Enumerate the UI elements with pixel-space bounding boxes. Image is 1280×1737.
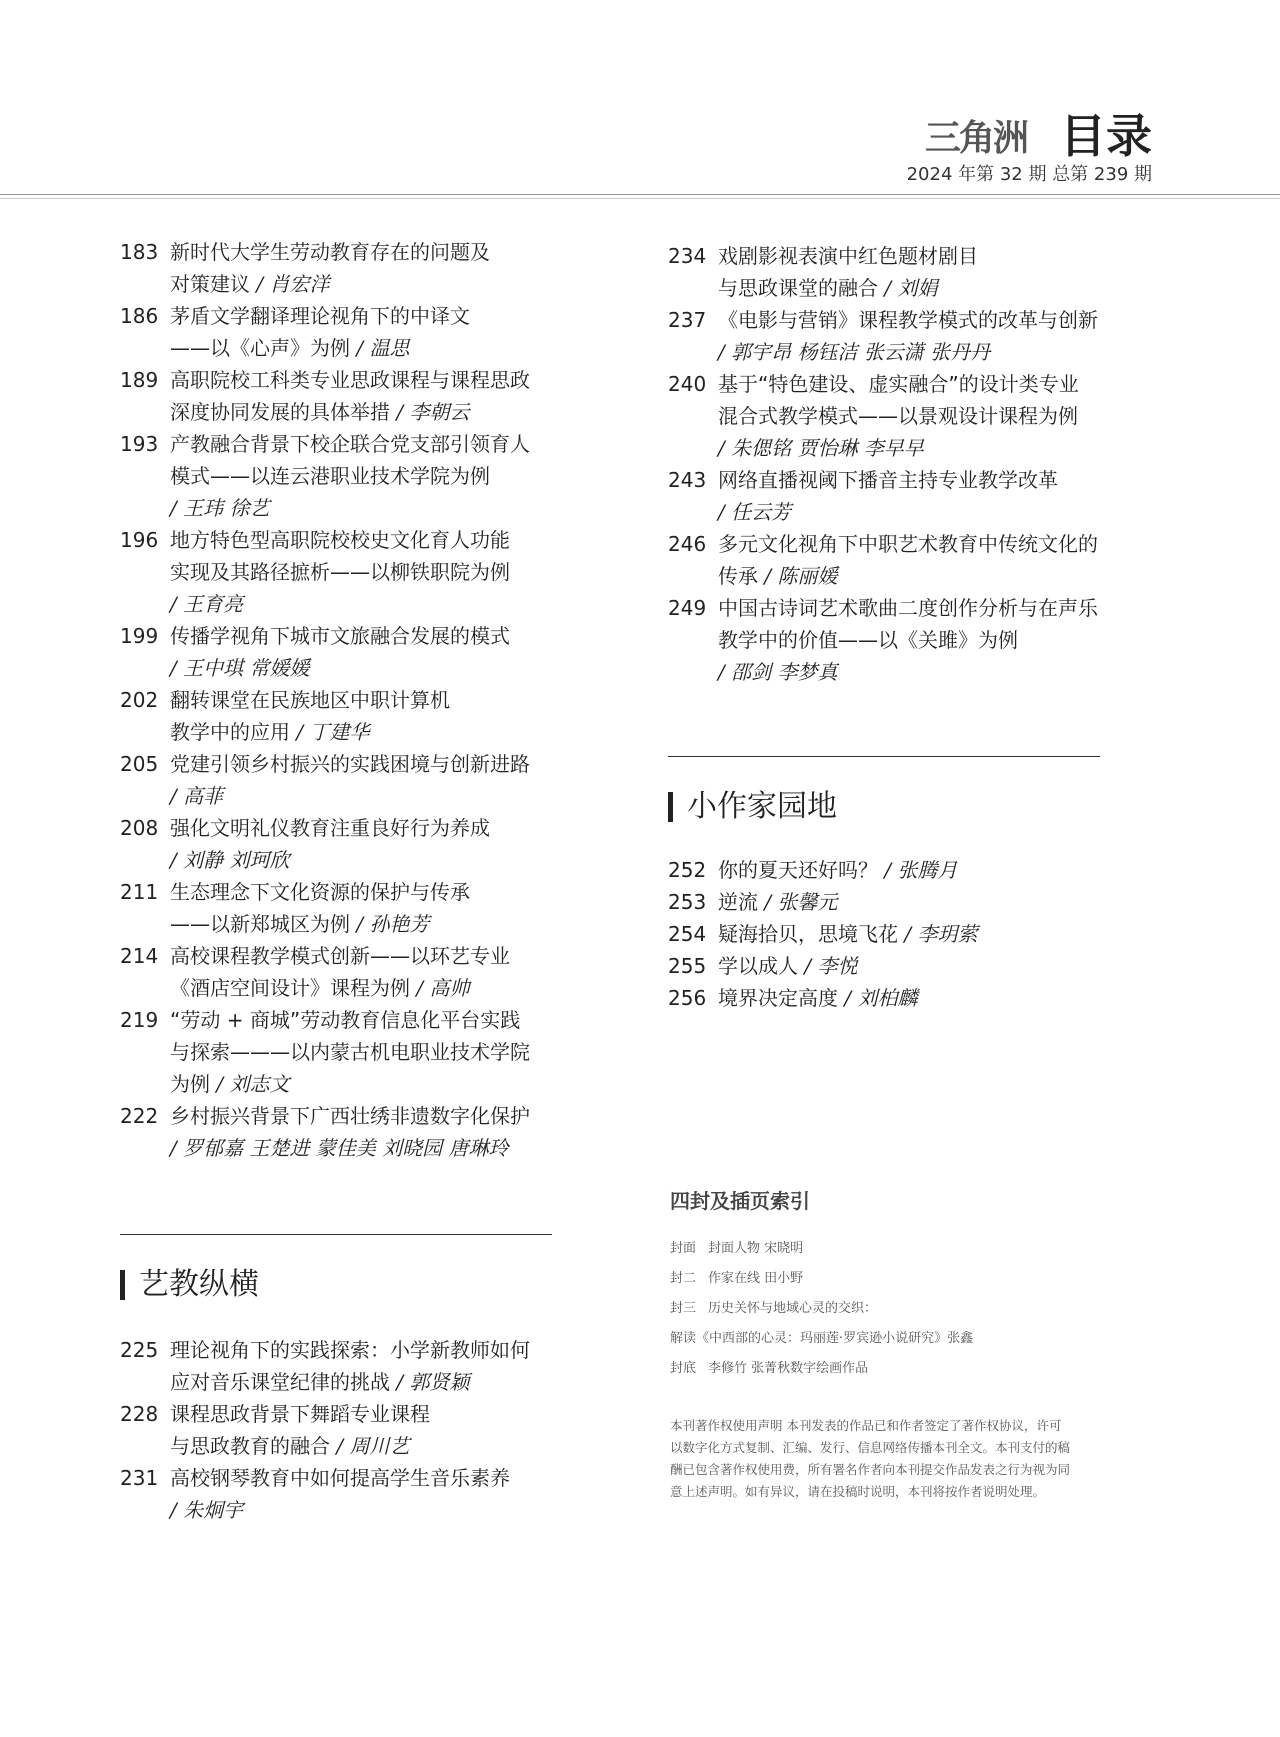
toc-entry-text <box>718 950 1138 982</box>
toc-title-line: 模式——以连云港职业技术学院为例 <box>170 464 490 488</box>
cover-index-label: 封面 <box>670 1241 697 1256</box>
toc-author: / 刘柏麟 <box>844 986 918 1010</box>
toc-entry <box>120 364 570 428</box>
toc-title-text: ——以《心声》为例 <box>170 336 357 360</box>
toc-page-number: 205 <box>120 752 159 776</box>
toc-entry-text <box>170 876 570 940</box>
toc-author: / 王中琪 常媛媛 <box>170 656 310 680</box>
toc-entry <box>120 428 570 524</box>
toc-author: / 孙艳芳 <box>356 912 430 936</box>
toc-page-number: 254 <box>668 922 707 946</box>
toc-title-line: 高校课程教学模式创新——以环艺专业 <box>170 944 510 968</box>
toc-title-line <box>718 496 1138 528</box>
cover-index-label: 封底 <box>670 1361 697 1376</box>
cover-index-text: 解读《中西部的心灵：玛丽莲·罗宾逊小说研究》张鑫 <box>670 1331 974 1346</box>
toc-entry-text <box>170 1462 570 1526</box>
toc-author: / 郭贤颖 <box>396 1370 470 1394</box>
toc-entry <box>120 1398 570 1462</box>
toc-entry-text <box>170 428 570 524</box>
section-divider-xiaozuojia <box>668 756 1100 757</box>
toc-entry <box>120 1100 570 1164</box>
toc-title-text: 传承 <box>718 564 765 588</box>
toc-title-line <box>170 588 570 620</box>
toc-title-text: 应对音乐课堂纪律的挑战 <box>170 1370 397 1394</box>
toc-page-number: 255 <box>668 954 707 978</box>
toc-title-line <box>718 560 1138 592</box>
toc-title-line <box>718 272 1138 304</box>
toc-title-text: 深度协同发展的具体举措 <box>170 400 397 424</box>
toc-entry <box>668 528 1138 592</box>
toc-title-line: 强化文明礼仪教育注重良好行为养成 <box>170 816 490 840</box>
toc-entry <box>120 876 570 940</box>
toc-title-line <box>170 396 570 428</box>
toc-title-line <box>170 716 570 748</box>
cover-index-text: 李修竹 张菁秋数字绘画作品 <box>708 1361 869 1376</box>
toc-title-line: 课程思政背景下舞蹈专业课程 <box>170 1402 430 1426</box>
toc-page-number: 240 <box>668 372 707 396</box>
toc-entry-text <box>718 886 1138 918</box>
toc-title-text: 教学中的应用 <box>170 720 297 744</box>
toc-entry-text <box>718 528 1138 592</box>
toc-author: / 王育亮 <box>170 592 244 616</box>
toc-entry-text <box>718 854 1138 886</box>
toc-entry-text <box>718 368 1138 464</box>
toc-author: / 朱偲铭 贾怡琳 李早早 <box>718 436 924 460</box>
yijiao-entries <box>120 1334 570 1526</box>
toc-entry <box>120 1462 570 1526</box>
toc-title-line <box>170 1494 570 1526</box>
toc-title-text: 境界决定高度 <box>718 986 845 1010</box>
toc-page-number: 225 <box>120 1338 159 1362</box>
toc-title-line: 地方特色型高职院校校史文化育人功能 <box>170 528 510 552</box>
toc-page-number: 249 <box>668 596 707 620</box>
toc-title-line: 翻转课堂在民族地区中职计算机 <box>170 688 450 712</box>
toc-title-line <box>718 432 1138 464</box>
toc-title-line: 高职院校工科类专业思政课程与课程思政 <box>170 368 530 392</box>
toc-page-number: 252 <box>668 858 707 882</box>
cover-index-text: 作家在线 田小野 <box>708 1271 804 1286</box>
toc-page-number: 228 <box>120 1402 159 1426</box>
toc-page-number: 193 <box>120 432 159 456</box>
toc-entry-text <box>170 236 570 300</box>
toc-entry <box>120 940 570 1004</box>
toc-page-number: 211 <box>120 880 159 904</box>
toc-page-number: 219 <box>120 1008 159 1032</box>
toc-page-number: 253 <box>668 890 707 914</box>
cover-index-row <box>670 1238 973 1268</box>
toc-title-text: ——以新郑城区为例 <box>170 912 357 936</box>
toc-author: / 刘志文 <box>216 1072 290 1096</box>
toc-author: / 郭宇昂 杨钰洁 张云潇 张丹丹 <box>718 340 991 364</box>
toc-author: / 张腾月 <box>884 858 958 882</box>
toc-entry <box>120 748 570 812</box>
section-heading-yijiao: 艺教纵横 <box>120 1270 259 1300</box>
toc-author: / 陈丽媛 <box>764 564 838 588</box>
toc-entry <box>668 304 1138 368</box>
toc-author: / 邵剑 李梦真 <box>718 660 838 684</box>
toc-title-text: 疑海拾贝，思境飞花 <box>718 922 905 946</box>
toc-title-line <box>170 780 570 812</box>
toc-entry-text <box>718 240 1138 304</box>
toc-entry <box>120 1334 570 1398</box>
toc-title-line: 生态理念下文化资源的保护与传承 <box>170 880 470 904</box>
toc-author: / 温思 <box>356 336 410 360</box>
toc-title-line <box>170 268 570 300</box>
toc-title-line: 教学中的价值——以《关雎》为例 <box>718 628 1018 652</box>
toc-page-number: 208 <box>120 816 159 840</box>
toc-title-text: 逆流 <box>718 890 765 914</box>
toc-title-line: 混合式教学模式——以景观设计课程为例 <box>718 404 1078 428</box>
toc-entry-text <box>718 592 1138 688</box>
toc-page-number: 183 <box>120 240 159 264</box>
xiaozuojia-entries <box>668 854 1138 1014</box>
toc-title-line: 多元文化视角下中职艺术教育中传统文化的 <box>718 532 1098 556</box>
header-divider <box>0 194 1280 195</box>
toc-author: / 高帅 <box>416 976 470 1000</box>
toc-title-line <box>718 886 1138 918</box>
toc-title-line: 新时代大学生劳动教育存在的问题及 <box>170 240 490 264</box>
toc-title-text: 对策建议 <box>170 272 257 296</box>
cover-index-row <box>670 1298 973 1328</box>
toc-author: / 朱炯宇 <box>170 1498 244 1522</box>
toc-title-line: “劳动 + 商城”劳动教育信息化平台实践 <box>170 1008 521 1032</box>
toc-entry-text <box>718 304 1138 368</box>
toc-entry-text <box>718 982 1138 1014</box>
toc-title-text: 为例 <box>170 1072 217 1096</box>
toc-title-line: 产教融合背景下校企联合党支部引领育人 <box>170 432 530 456</box>
toc-entry-text <box>170 300 570 364</box>
toc-title-line: 乡村振兴背景下广西壮绣非遗数字化保护 <box>170 1104 530 1128</box>
toc-page-number: 243 <box>668 468 707 492</box>
section-heading-xiaozuojia: 小作家园地 <box>668 792 837 822</box>
toc-entry-text <box>170 364 570 428</box>
toc-entry <box>120 1004 570 1100</box>
toc-entry <box>668 854 1138 886</box>
toc-title-line <box>718 656 1138 688</box>
toc-entry-text <box>170 940 570 1004</box>
toc-entry <box>120 236 570 300</box>
toc-title-line: 实现及其路径摭析——以柳铁职院为例 <box>170 560 510 584</box>
toc-title-line <box>718 918 1138 950</box>
toc-title-line <box>718 336 1138 368</box>
toc-page-number: 237 <box>668 308 707 332</box>
toc-title-line <box>170 492 570 524</box>
toc-entry-text <box>170 748 570 812</box>
toc-title-line: 《电影与营销》课程教学模式的改革与创新 <box>718 308 1098 332</box>
toc-author: / 任云芳 <box>718 500 792 524</box>
toc-title-line <box>170 972 570 1004</box>
toc-title-text: 学以成人 <box>718 954 805 978</box>
toc-entry-text <box>170 620 570 684</box>
toc-author: / 李朝云 <box>396 400 470 424</box>
toc-title-line: 中国古诗词艺术歌曲二度创作分析与在声乐 <box>718 596 1098 620</box>
section-divider-yijiao <box>120 1234 552 1235</box>
toc-entry-text <box>718 464 1138 528</box>
toc-author: / 高菲 <box>170 784 224 808</box>
toc-title-text: 与思政教育的融合 <box>170 1434 337 1458</box>
toc-title-line <box>170 1068 570 1100</box>
toc-entry-text <box>170 1398 570 1462</box>
toc-entry <box>120 812 570 876</box>
cover-index-label: 封三 <box>670 1301 697 1316</box>
toc-title-line: 基于“特色建设、虚实融合”的设计类专业 <box>718 372 1079 396</box>
toc-page-number: 189 <box>120 368 159 392</box>
toc-title-line <box>170 1366 570 1398</box>
toc-title-line: 理论视角下的实践探索：小学新教师如何 <box>170 1338 530 1362</box>
toc-author: / 王玮 徐艺 <box>170 496 270 520</box>
cover-index-row <box>670 1268 973 1298</box>
toc-title-line: 党建引领乡村振兴的实践困境与创新进路 <box>170 752 530 776</box>
toc-title-text: 你的夏天还好吗？ <box>718 858 885 882</box>
toc-author: / 肖宏洋 <box>256 272 330 296</box>
copyright-notice: 本刊著作权使用声明 本刊发表的作品已和作者签定了著作权协议，许可以数字化方式复制、汇编、发行、信息网络传播本刊全文。本刊支付的稿酬已包含著作权使用费，所有署名作者向本刊提交作品发表之行为视为同意上述声明。如有异议，请在投稿时说明，本刊将按作者说明处理。 <box>670 1418 1071 1499</box>
toc-author: / 周川艺 <box>336 1434 410 1458</box>
cover-index-text: 历史关怀与地域心灵的交织： <box>708 1301 878 1316</box>
toc-author: / 罗郁嘉 王楚进 蒙佳美 刘晓园 唐琳玲 <box>170 1136 509 1160</box>
toc-title-line <box>718 854 1138 886</box>
toc-page-number: 199 <box>120 624 159 648</box>
toc-author: / 李玥萦 <box>904 922 978 946</box>
toc-entry <box>120 684 570 748</box>
toc-title-line: 茅盾文学翻译理论视角下的中译文 <box>170 304 470 328</box>
toc-title-line: 与探索———以内蒙古机电职业技术学院 <box>170 1040 530 1064</box>
page-title: 目录 <box>1060 109 1152 163</box>
toc-entry <box>668 240 1138 304</box>
toc-entry-text <box>170 1004 570 1100</box>
toc-page-number: 202 <box>120 688 159 712</box>
toc-entry <box>668 918 1138 950</box>
toc-page-number: 186 <box>120 304 159 328</box>
cover-index-label: 封二 <box>670 1271 697 1286</box>
toc-entry-text <box>170 684 570 748</box>
toc-page-number: 196 <box>120 528 159 552</box>
toc-entry <box>668 950 1138 982</box>
issue-number: 2024 年第 32 期 总第 239 期 <box>906 164 1152 185</box>
cover-index-text: 封面人物 宋晓明 <box>708 1241 804 1256</box>
toc-entry-text <box>718 918 1138 950</box>
toc-page-number: 222 <box>120 1104 159 1128</box>
toc-title-line: 传播学视角下城市文旅融合发展的模式 <box>170 624 510 648</box>
toc-author: / 张馨元 <box>764 890 838 914</box>
header-divider-secondary <box>0 198 1280 199</box>
journal-logo: 三角洲 <box>925 118 1028 159</box>
toc-entry <box>120 620 570 684</box>
toc-title-line: 戏剧影视表演中红色题材剧目 <box>718 244 978 268</box>
toc-title-line <box>170 908 570 940</box>
toc-page-number: 256 <box>668 986 707 1010</box>
toc-entry-text <box>170 1334 570 1398</box>
toc-author: / 丁建华 <box>296 720 370 744</box>
toc-entry <box>668 592 1138 688</box>
toc-entry <box>668 368 1138 464</box>
toc-title-line <box>718 982 1138 1014</box>
cover-index-row <box>670 1358 973 1388</box>
toc-author: / 刘静 刘珂欣 <box>170 848 290 872</box>
toc-entry-text <box>170 1100 570 1164</box>
toc-title-line <box>170 652 570 684</box>
toc-title-text: 《酒店空间设计》课程为例 <box>170 976 417 1000</box>
toc-author: / 李悦 <box>804 954 858 978</box>
toc-title-line: 网络直播视阈下播音主持专业教学改革 <box>718 468 1058 492</box>
toc-entry <box>668 886 1138 918</box>
toc-title-line <box>170 1430 570 1462</box>
toc-page-number: 214 <box>120 944 159 968</box>
toc-page-number: 234 <box>668 244 707 268</box>
toc-title-line <box>170 1132 570 1164</box>
toc-title-text: 与思政课堂的融合 <box>718 276 885 300</box>
toc-title-line <box>718 950 1138 982</box>
toc-entry <box>120 524 570 620</box>
toc-author: / 刘娟 <box>884 276 938 300</box>
toc-page-number: 231 <box>120 1466 159 1490</box>
cover-index-list <box>670 1238 973 1388</box>
toc-entry <box>120 300 570 364</box>
cover-index-title: 四封及插页索引 <box>670 1189 810 1213</box>
toc-entry <box>668 464 1138 528</box>
toc-title-line <box>170 844 570 876</box>
toc-title-line <box>170 332 570 364</box>
right-column <box>668 240 1138 688</box>
toc-title-line: 高校钢琴教育中如何提高学生音乐素养 <box>170 1466 510 1490</box>
left-column <box>120 236 570 1164</box>
toc-page-number: 246 <box>668 532 707 556</box>
toc-entry-text <box>170 812 570 876</box>
cover-index-row <box>670 1328 973 1358</box>
toc-entry <box>668 982 1138 1014</box>
toc-entry-text <box>170 524 570 620</box>
